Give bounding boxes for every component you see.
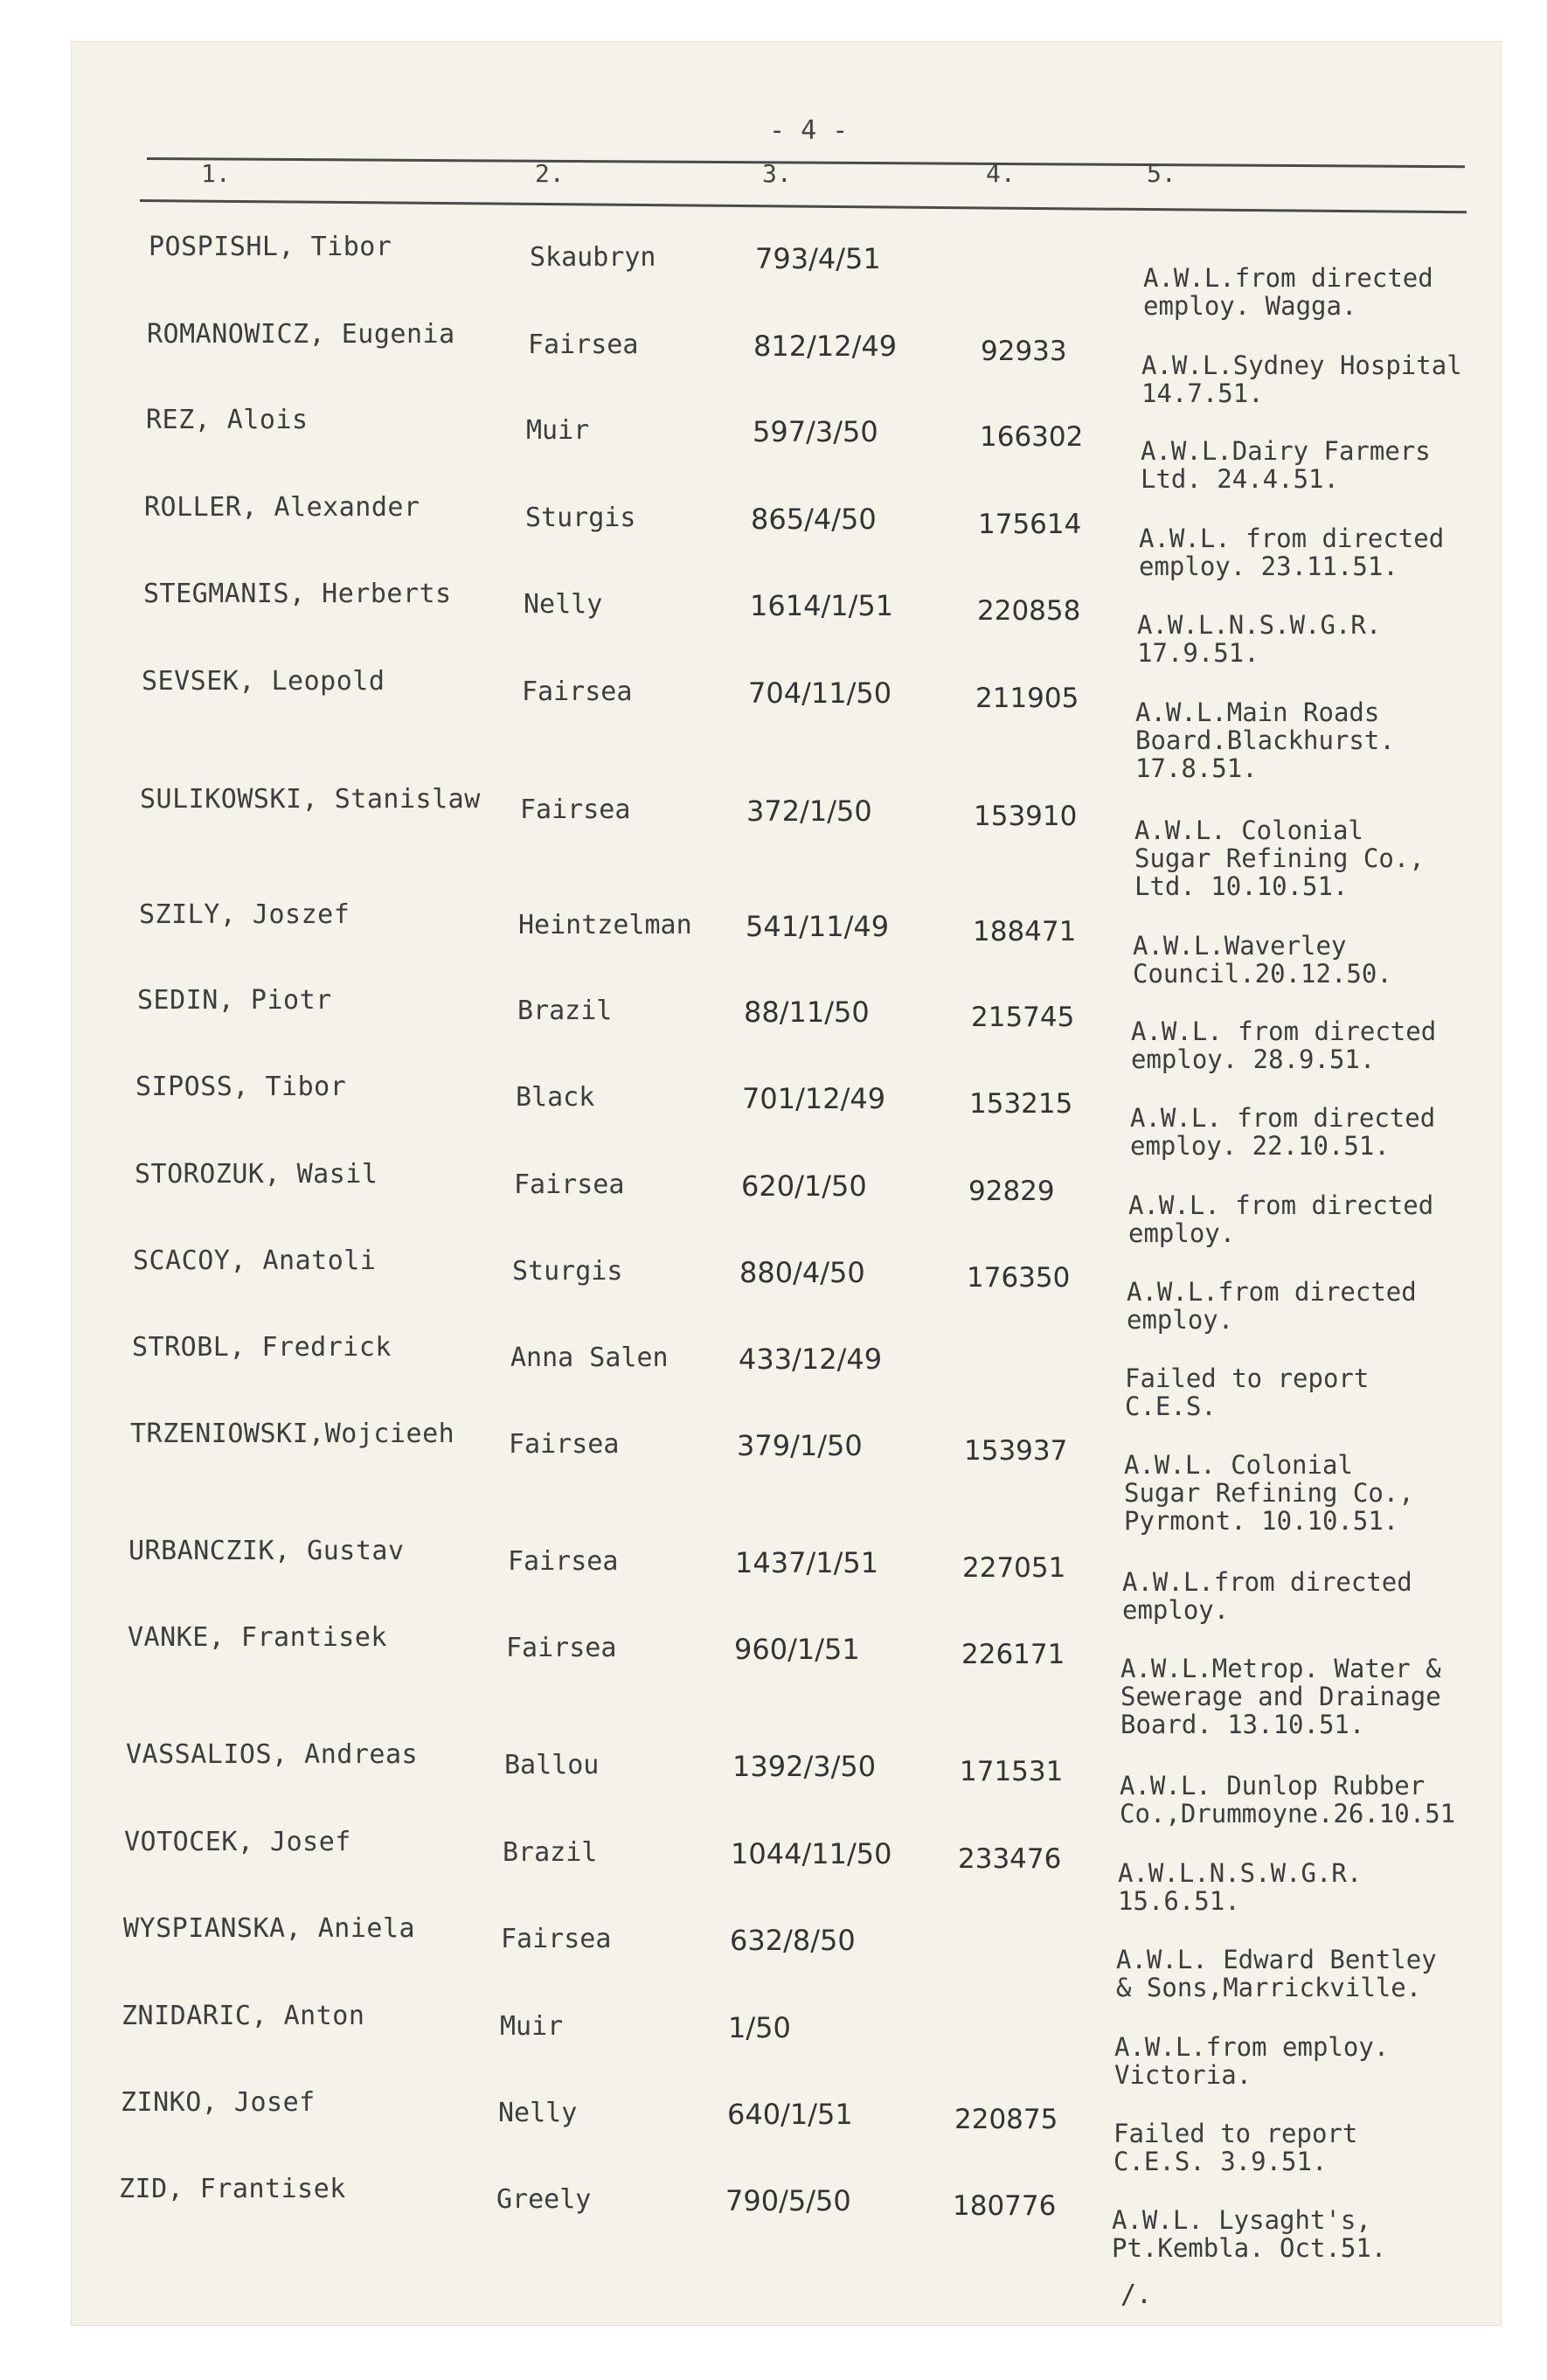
row-12-name: SCACOY, Anatoli — [133, 1246, 377, 1276]
row-3-number: 166302 — [980, 421, 1084, 453]
row-19-ship: Fairsea — [501, 1924, 612, 1954]
row-17-number: 171531 — [960, 1756, 1064, 1787]
row-6-number: 211905 — [975, 683, 1079, 714]
remark-line: A.W.L. from directed — [1128, 1190, 1434, 1220]
row-3-ship: Muir — [526, 415, 590, 446]
remark-line: Sewerage and Drainage — [1120, 1682, 1441, 1711]
row-20-name: ZNIDARIC, Anton — [121, 2001, 365, 2031]
row-12-remarks — [1127, 1278, 1417, 1334]
row-1-ref: 793/4/51 — [755, 242, 881, 275]
row-16-remarks — [1120, 1655, 1441, 1738]
row-17-remarks — [1120, 1772, 1455, 1828]
remark-line: A.W.L. Colonial — [1124, 1450, 1353, 1480]
remark-line: employ. 23.11.51. — [1139, 552, 1398, 581]
remark-line: A.W.L. from directed — [1139, 524, 1445, 553]
row-2-number: 92933 — [981, 336, 1067, 367]
row-12-ship: Sturgis — [512, 1256, 623, 1287]
row-10-ref: 701/12/49 — [742, 1082, 886, 1115]
row-11-ref: 620/1/50 — [741, 1169, 867, 1203]
remark-line: A.W.L.N.S.W.G.R. — [1118, 1858, 1363, 1888]
row-15-name: URBANCZIK, Gustav — [128, 1536, 405, 1566]
remark-line: Ltd. 10.10.51. — [1134, 871, 1349, 901]
remark-line: employ. — [1127, 1305, 1234, 1335]
row-19-ref: 632/8/50 — [730, 1924, 856, 1957]
row-7-ship: Fairsea — [520, 794, 631, 825]
row-5-remarks — [1137, 611, 1381, 667]
row-2-name: ROMANOWICZ, Eugenia — [147, 319, 455, 350]
remark-line: A.W.L.from employ. — [1114, 2032, 1390, 2062]
row-19-remarks — [1116, 1946, 1437, 2002]
row-22-ref: 790/5/50 — [725, 2184, 851, 2217]
remark-line: employ. — [1128, 1218, 1236, 1248]
remark-line: employ. — [1122, 1595, 1230, 1625]
remark-line: A.W.L.from directed — [1127, 1277, 1417, 1307]
row-4-ref: 865/4/50 — [751, 503, 877, 536]
remark-line: Ltd. 24.4.51. — [1141, 464, 1339, 494]
remark-line: employ. 28.9.51. — [1131, 1044, 1376, 1074]
row-5-ref: 1614/1/51 — [750, 589, 894, 622]
row-15-ref: 1437/1/51 — [735, 1546, 879, 1579]
row-13-ref: 433/12/49 — [739, 1343, 883, 1376]
row-5-ship: Nelly — [524, 589, 603, 620]
remark-line: Council.20.12.50. — [1133, 959, 1392, 989]
row-18-remarks — [1118, 1859, 1362, 1915]
row-19-name: WYSPIANSKA, Aniela — [123, 1913, 416, 1944]
row-11-remarks — [1128, 1191, 1433, 1247]
row-21-name: ZINKO, Josef — [121, 2087, 316, 2118]
row-2-ship: Fairsea — [528, 330, 639, 360]
row-22-name: ZID, Frantisek — [119, 2174, 346, 2204]
row-11-name: STOROZUK, Wasil — [135, 1159, 378, 1190]
row-5-name: STEGMANIS, Herberts — [143, 579, 452, 609]
row-17-ship: Ballou — [504, 1750, 600, 1780]
row-4-name: ROLLER, Alexander — [144, 492, 420, 523]
remark-line: Co.,Drummoyne.26.10.51 — [1120, 1799, 1456, 1828]
row-12-ref: 880/4/50 — [739, 1256, 865, 1289]
row-20-remarks — [1114, 2033, 1389, 2089]
remark-line: A.W.L. Dunlop Rubber — [1120, 1771, 1426, 1801]
row-9-number: 215745 — [971, 1002, 1075, 1033]
remark-line: Sugar Refining Co., — [1134, 843, 1425, 873]
remark-line: C.E.S. — [1125, 1391, 1217, 1421]
remark-line: Board. 13.10.51. — [1120, 1710, 1365, 1739]
row-16-ref: 960/1/51 — [734, 1633, 860, 1666]
row-6-remarks — [1135, 698, 1395, 782]
remark-line: C.E.S. 3.9.51. — [1113, 2147, 1328, 2176]
column-header-5: 5. — [1147, 159, 1176, 188]
remark-line: A.W.L.Waverley — [1133, 931, 1347, 961]
row-10-remarks — [1130, 1104, 1435, 1160]
remark-line: A.W.L.Main Roads — [1135, 697, 1380, 727]
row-10-name: SIPOSS, Tibor — [135, 1072, 347, 1102]
row-11-number: 92829 — [968, 1176, 1055, 1207]
column-header-3: 3. — [762, 159, 792, 188]
remark-line: Pyrmont. 10.10.51. — [1124, 1506, 1399, 1536]
row-22-ship: Greely — [496, 2184, 592, 2215]
row-14-ref: 379/1/50 — [737, 1429, 863, 1462]
row-5-number: 220858 — [977, 595, 1081, 627]
row-14-name: TRZENIOWSKI,Wojcieeh — [130, 1419, 455, 1449]
remark-line: A.W.L.N.S.W.G.R. — [1137, 610, 1382, 640]
row-21-remarks — [1113, 2120, 1357, 2175]
remark-line: Board.Blackhurst. — [1135, 725, 1395, 755]
row-18-name: VOTOCEK, Josef — [124, 1827, 351, 1857]
row-18-ship: Brazil — [503, 1837, 598, 1868]
row-14-ship: Fairsea — [509, 1429, 620, 1460]
remark-line: A.W.L.Sydney Hospital — [1141, 350, 1462, 380]
row-18-number: 233476 — [958, 1843, 1062, 1875]
row-21-ref: 640/1/51 — [727, 2098, 853, 2131]
remark-line: employ. Wagga. — [1143, 291, 1357, 321]
row-22-remarks — [1112, 2206, 1386, 2262]
row-21-number: 220875 — [954, 2104, 1058, 2135]
row-4-ship: Sturgis — [525, 503, 636, 533]
page-number: - 4 - — [769, 115, 849, 146]
row-3-name: REZ, Alois — [146, 405, 309, 435]
row-18-ref: 1044/11/50 — [731, 1837, 892, 1870]
row-10-number: 153215 — [969, 1088, 1073, 1120]
row-4-remarks — [1139, 524, 1444, 580]
remark-line: A.W.L.from directed — [1122, 1567, 1412, 1597]
row-15-ship: Fairsea — [508, 1546, 619, 1577]
row-2-remarks — [1141, 351, 1462, 407]
row-8-ship: Heintzelman — [518, 910, 692, 940]
remark-line: employ. 22.10.51. — [1130, 1131, 1390, 1161]
row-15-number: 227051 — [962, 1552, 1066, 1584]
row-10-ship: Black — [516, 1082, 595, 1113]
row-16-name: VANKE, Frantisek — [128, 1622, 387, 1653]
row-1-name: POSPISHL, Tibor — [149, 232, 392, 262]
row-7-ref: 372/1/50 — [746, 794, 872, 828]
row-12-number: 176350 — [967, 1262, 1071, 1294]
row-15-remarks — [1122, 1568, 1412, 1624]
row-9-ref: 88/11/50 — [744, 996, 870, 1029]
row-22-number: 180776 — [953, 2190, 1057, 2222]
remark-line: A.W.L. from directed — [1131, 1017, 1437, 1046]
remark-line: A.W.L.from directed — [1143, 263, 1433, 293]
row-8-remarks — [1133, 932, 1392, 988]
row-6-name: SEVSEK, Leopold — [142, 666, 385, 697]
row-3-remarks — [1141, 437, 1431, 493]
column-header-4: 4. — [986, 159, 1016, 188]
remark-line: 15.6.51. — [1118, 1886, 1240, 1916]
row-3-ref: 597/3/50 — [753, 415, 878, 448]
row-17-ref: 1392/3/50 — [732, 1750, 877, 1783]
row-14-number: 153937 — [964, 1435, 1068, 1467]
remark-line: A.W.L.Dairy Farmers — [1141, 436, 1431, 466]
column-header-1: 1. — [201, 159, 231, 188]
remark-line: A.W.L. from directed — [1130, 1103, 1436, 1133]
row-8-number: 188471 — [973, 916, 1077, 947]
continuation-mark: /. — [1120, 2279, 1153, 2310]
row-8-ref: 541/11/49 — [746, 910, 890, 943]
row-20-ref: 1/50 — [728, 2011, 791, 2044]
row-20-ship: Muir — [500, 2011, 564, 2042]
row-17-name: VASSALIOS, Andreas — [126, 1739, 419, 1770]
row-14-remarks — [1124, 1451, 1414, 1535]
row-2-ref: 812/12/49 — [753, 330, 898, 363]
row-9-name: SEDIN, Piotr — [137, 985, 332, 1016]
remark-line: 17.9.51. — [1137, 638, 1259, 668]
remark-line: Sugar Refining Co., — [1124, 1478, 1414, 1508]
row-1-ship: Skaubryn — [530, 242, 656, 273]
row-7-number: 153910 — [974, 801, 1078, 832]
row-4-number: 175614 — [978, 509, 1082, 540]
column-header-2: 2. — [535, 159, 565, 188]
row-13-ship: Anna Salen — [510, 1343, 669, 1373]
row-9-ship: Brazil — [517, 996, 613, 1026]
remark-line: 17.8.51. — [1135, 753, 1258, 783]
remark-line: A.W.L. Lysaght's, — [1112, 2205, 1371, 2235]
remark-line: Pt.Kembla. Oct.51. — [1112, 2233, 1387, 2263]
row-7-remarks — [1134, 816, 1425, 900]
row-16-ship: Fairsea — [506, 1633, 617, 1663]
remark-line: A.W.L. Colonial — [1134, 815, 1363, 845]
row-11-ship: Fairsea — [514, 1169, 625, 1200]
row-1-remarks — [1143, 264, 1433, 320]
remark-line: Failed to report — [1125, 1363, 1370, 1393]
remark-line: A.W.L. Edward Bentley — [1116, 1945, 1437, 1974]
row-6-ref: 704/11/50 — [748, 677, 892, 710]
remark-line: & Sons,Marrickville. — [1116, 1973, 1422, 2002]
row-16-number: 226171 — [961, 1639, 1065, 1670]
row-8-name: SZILY, Joszef — [139, 899, 350, 930]
row-13-remarks — [1125, 1364, 1369, 1420]
row-13-name: STROBL, Fredrick — [132, 1332, 392, 1363]
row-21-ship: Nelly — [498, 2098, 578, 2128]
remark-line: 14.7.51. — [1141, 378, 1264, 408]
remark-line: Failed to report — [1113, 2119, 1358, 2148]
row-6-ship: Fairsea — [522, 677, 633, 707]
row-7-name: SULIKOWSKI, Stanislaw — [140, 784, 481, 815]
remark-line: Victoria. — [1114, 2060, 1252, 2090]
row-9-remarks — [1131, 1017, 1436, 1073]
remark-line: A.W.L.Metrop. Water & — [1120, 1654, 1441, 1683]
